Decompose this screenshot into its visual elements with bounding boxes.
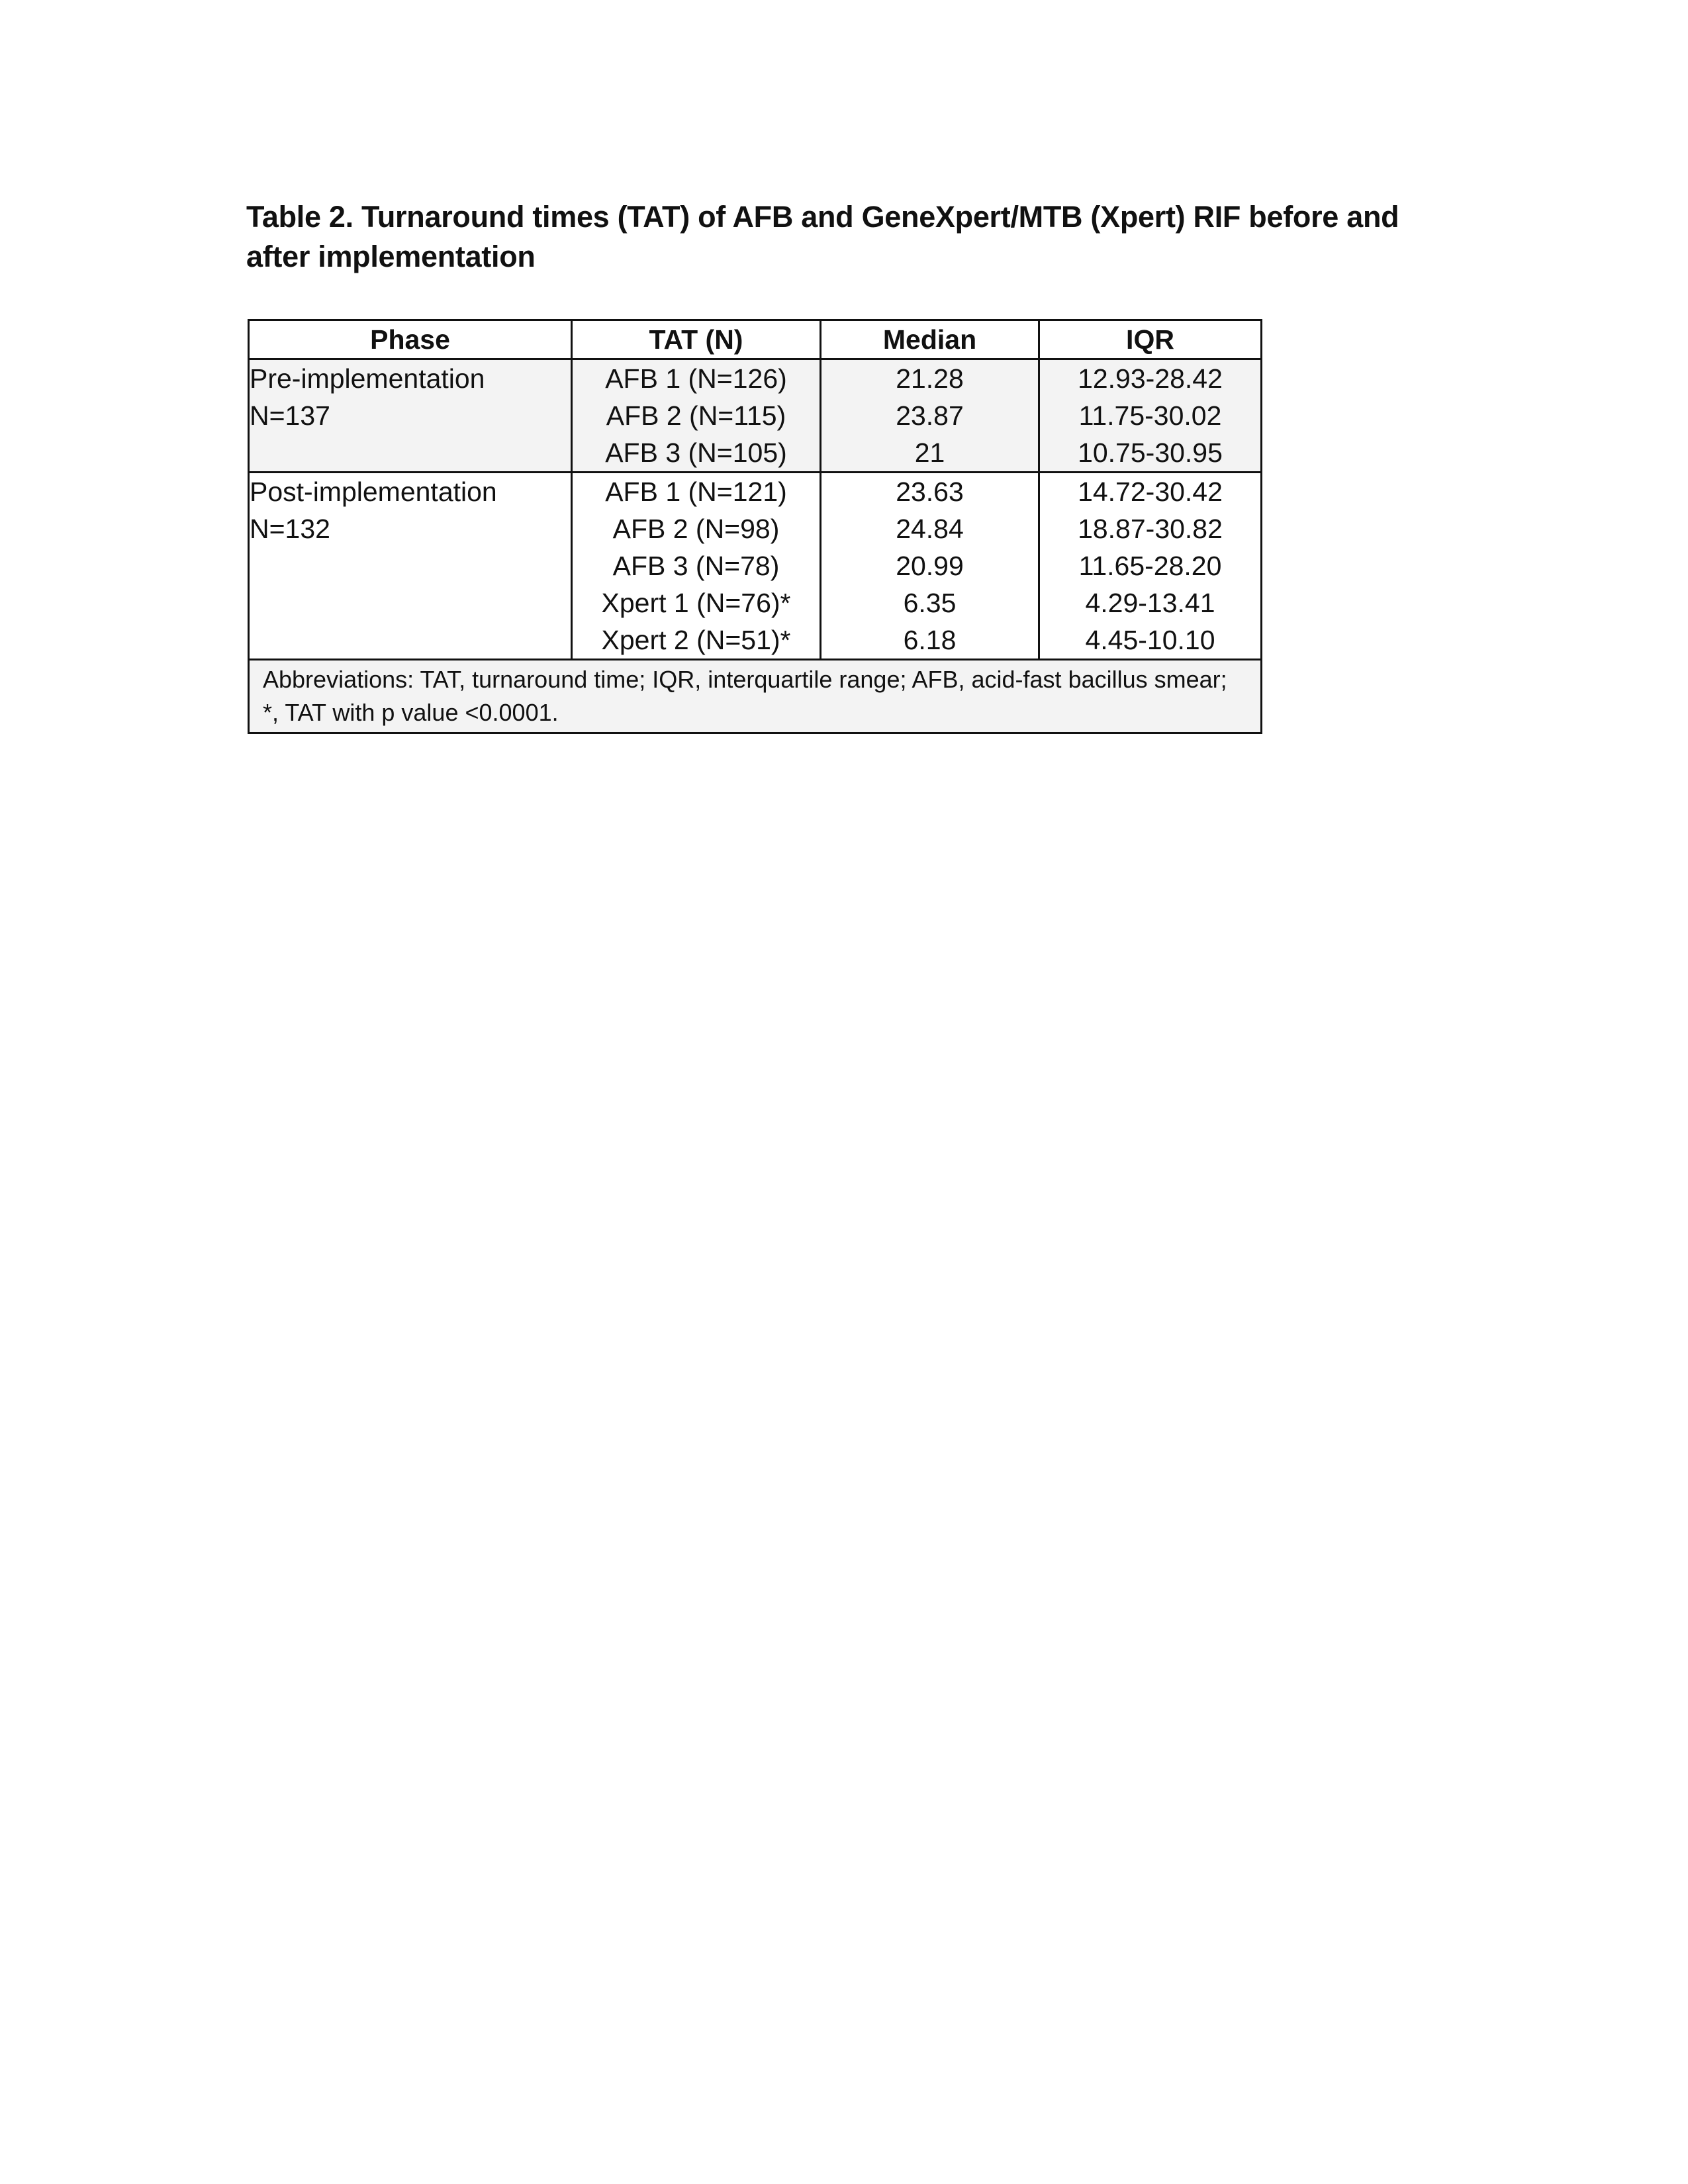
median-value: 23.87	[896, 400, 964, 431]
tat-value: AFB 2 (N=98)	[612, 514, 780, 544]
median-value: 21	[914, 437, 945, 468]
iqr-value: 11.75-30.02	[1078, 400, 1222, 431]
iqr-value: 12.93-28.42	[1078, 363, 1223, 394]
iqr-value: 14.72-30.42	[1078, 477, 1223, 507]
pre-implementation-group	[249, 359, 1262, 473]
median-cell	[821, 473, 1039, 660]
median-value: 20.99	[896, 551, 964, 581]
table-title-line-2: after implementation	[246, 240, 536, 273]
header-row	[249, 320, 1262, 359]
header-phase: Phase	[249, 320, 572, 359]
header-iqr: IQR	[1039, 320, 1262, 359]
median-value: 21.28	[896, 363, 964, 394]
tat-value: Xpert 1 (N=76)*	[601, 588, 791, 618]
turnaround-times-table	[248, 319, 1262, 734]
tat-value: Xpert 2 (N=51)*	[601, 625, 791, 655]
post-implementation-group	[249, 473, 1262, 660]
tat-cell	[572, 359, 821, 473]
phase-label: Pre-implementation	[250, 363, 485, 394]
iqr-value: 18.87-30.82	[1078, 514, 1223, 544]
header-median: Median	[821, 320, 1039, 359]
iqr-value: 10.75-30.95	[1078, 437, 1223, 468]
table-title-line-1: Table 2. Turnaround times (TAT) of AFB and GeneXpert/MTB (Xpert) RIF before and	[246, 200, 1399, 234]
median-value: 6.35	[903, 588, 957, 618]
iqr-cell	[1039, 359, 1262, 473]
iqr-value: 4.29-13.41	[1085, 588, 1215, 618]
footnote-row	[249, 660, 1262, 733]
tat-value: AFB 1 (N=126)	[605, 363, 787, 394]
tat-value: AFB 1 (N=121)	[605, 477, 787, 507]
phase-count: N=132	[250, 514, 330, 544]
median-cell	[821, 359, 1039, 473]
iqr-cell	[1039, 473, 1262, 660]
table-footnote: Abbreviations: TAT, turnaround time; IQR, interquartile range; AFB, acid-fast bacillus smear; *, TAT with p value <0.0001.	[249, 660, 1262, 733]
header-tat: TAT (N)	[572, 320, 821, 359]
phase-label: Post-implementation	[250, 477, 497, 507]
tat-cell	[572, 473, 821, 660]
median-value: 6.18	[903, 625, 957, 655]
table-row	[249, 359, 1262, 473]
iqr-value: 4.45-10.10	[1085, 625, 1215, 655]
median-value: 24.84	[896, 514, 964, 544]
tat-value: AFB 3 (N=78)	[612, 551, 780, 581]
table-footnote-section	[249, 660, 1262, 733]
tat-value: AFB 2 (N=115)	[606, 400, 786, 431]
phase-count: N=137	[250, 400, 330, 431]
median-value: 23.63	[896, 477, 964, 507]
tat-value: AFB 3 (N=105)	[605, 437, 787, 468]
table-title	[246, 197, 1451, 277]
phase-cell	[249, 359, 572, 473]
iqr-value: 11.65-28.20	[1078, 551, 1222, 581]
table-row	[249, 473, 1262, 660]
phase-cell	[249, 473, 572, 660]
